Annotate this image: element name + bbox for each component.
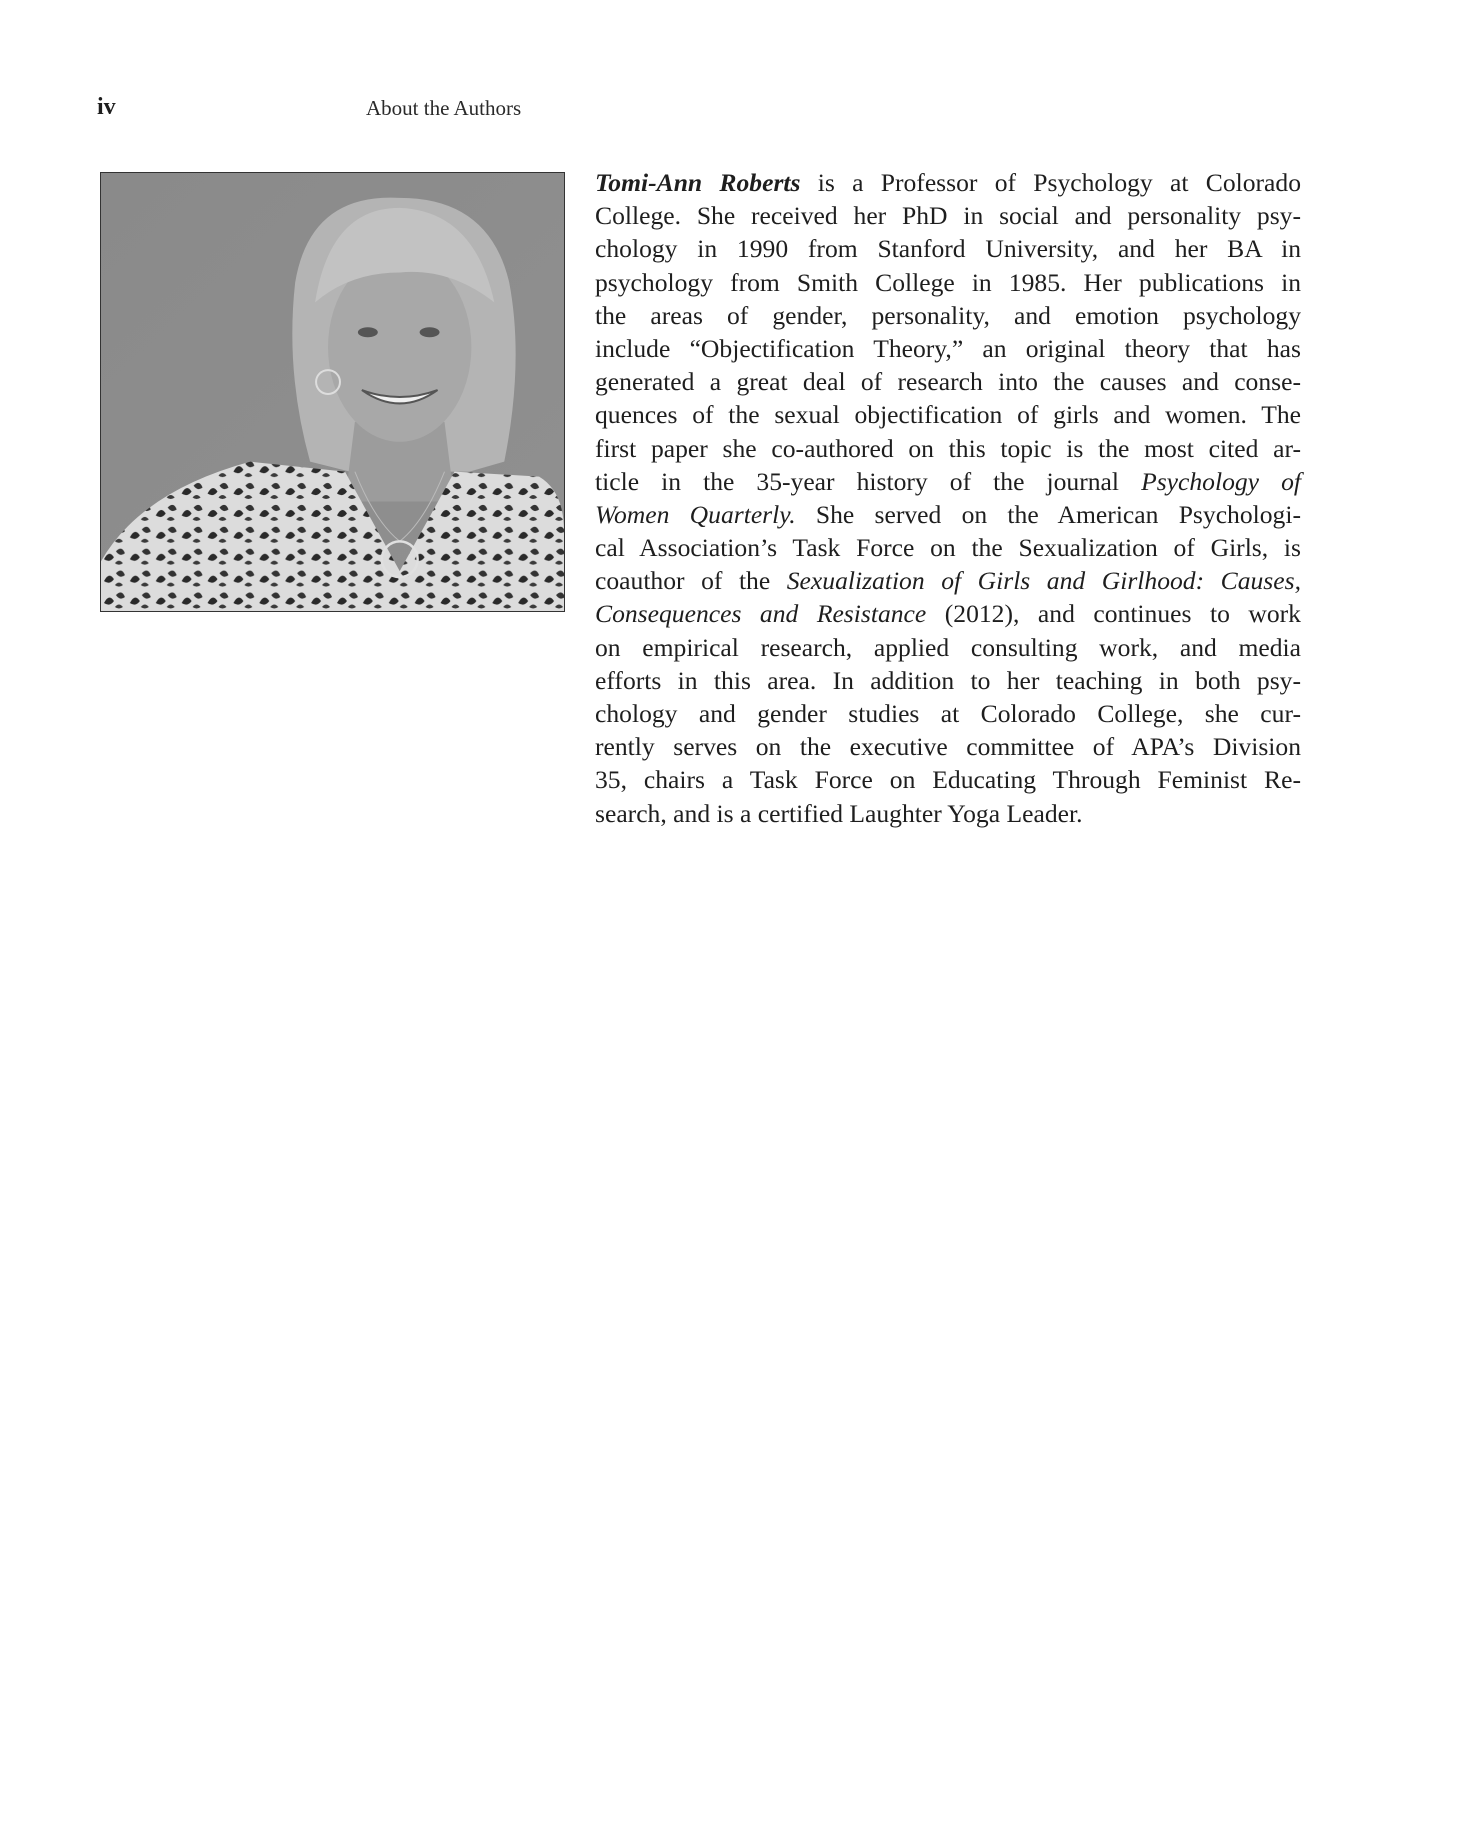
bio-text: (2012), and continues to work	[926, 599, 1301, 629]
bio-line	[595, 365, 1301, 398]
bio-line	[595, 797, 1301, 830]
bio-line	[595, 730, 1301, 763]
bio-text: quences of the sexual objectification of girls and women. The	[595, 400, 1301, 430]
author-bio	[595, 166, 1301, 830]
bio-text: She served on the American Psychologi-	[795, 499, 1301, 529]
bio-line	[595, 564, 1301, 597]
bio-line	[595, 398, 1301, 431]
bio-line	[595, 631, 1301, 664]
italic-title-text: Psychology of	[1141, 466, 1302, 496]
bio-text: generated a great deal of research into the causes and conse-	[595, 367, 1301, 397]
bio-text: cal Association’s Task Force on the Sexualization of Girls, is	[595, 533, 1301, 563]
italic-title-text: Sexualization of Girls and Girlhood: Causes,	[786, 566, 1301, 596]
bio-line	[595, 166, 1301, 199]
bio-line	[595, 199, 1301, 232]
bio-text: College. She received her PhD in social and personality psy-	[595, 201, 1301, 231]
bio-line	[595, 498, 1301, 531]
bio-text: search, and is a certified Laughter Yoga Leader.	[595, 798, 1083, 828]
bio-text: psychology from Smith College in 1985. Her publications in	[595, 267, 1301, 297]
bio-text: chology in 1990 from Stanford University, and her BA in	[595, 234, 1301, 264]
bio-line	[595, 465, 1301, 498]
bio-line	[595, 332, 1301, 365]
bio-line	[595, 597, 1301, 630]
bio-line	[595, 299, 1301, 332]
bio-line	[595, 664, 1301, 697]
author-portrait-photo	[100, 172, 565, 612]
bio-text: the areas of gender, personality, and emotion psychology	[595, 300, 1301, 330]
italic-title-text: Consequences and Resistance	[595, 599, 927, 629]
bio-text: efforts in this area. In addition to her teaching in both psy-	[595, 665, 1301, 695]
portrait-image-icon	[101, 173, 564, 611]
bio-line	[595, 266, 1301, 299]
author-name: Tomi-Ann Roberts	[595, 168, 801, 197]
italic-title-text: Women Quarterly.	[595, 499, 796, 529]
bio-text: ticle in the 35-year history of the journal	[595, 466, 1142, 496]
bio-line	[595, 432, 1301, 465]
bio-text: 35, chairs a Task Force on Educating Through Feminist Re-	[595, 765, 1301, 795]
bio-text: rently serves on the executive committee of APA’s Division	[595, 732, 1301, 762]
bio-line	[595, 763, 1301, 796]
bio-line	[595, 232, 1301, 265]
bio-text: include “Objectification Theory,” an original theory that has	[595, 333, 1301, 363]
page-number: iv	[97, 94, 116, 120]
bio-text: coauthor of the	[595, 566, 787, 596]
running-head: About the Authors	[366, 96, 522, 120]
bio-line	[595, 531, 1301, 564]
bio-text: is a Professor of Psychology at Colorado	[800, 168, 1301, 197]
bio-text: first paper she co-authored on this topic is the most cited ar-	[595, 433, 1301, 463]
bio-text: on empirical research, applied consulting work, and media	[595, 632, 1301, 662]
bio-text: chology and gender studies at Colorado College, she cur-	[595, 699, 1301, 728]
bio-line	[595, 697, 1301, 730]
